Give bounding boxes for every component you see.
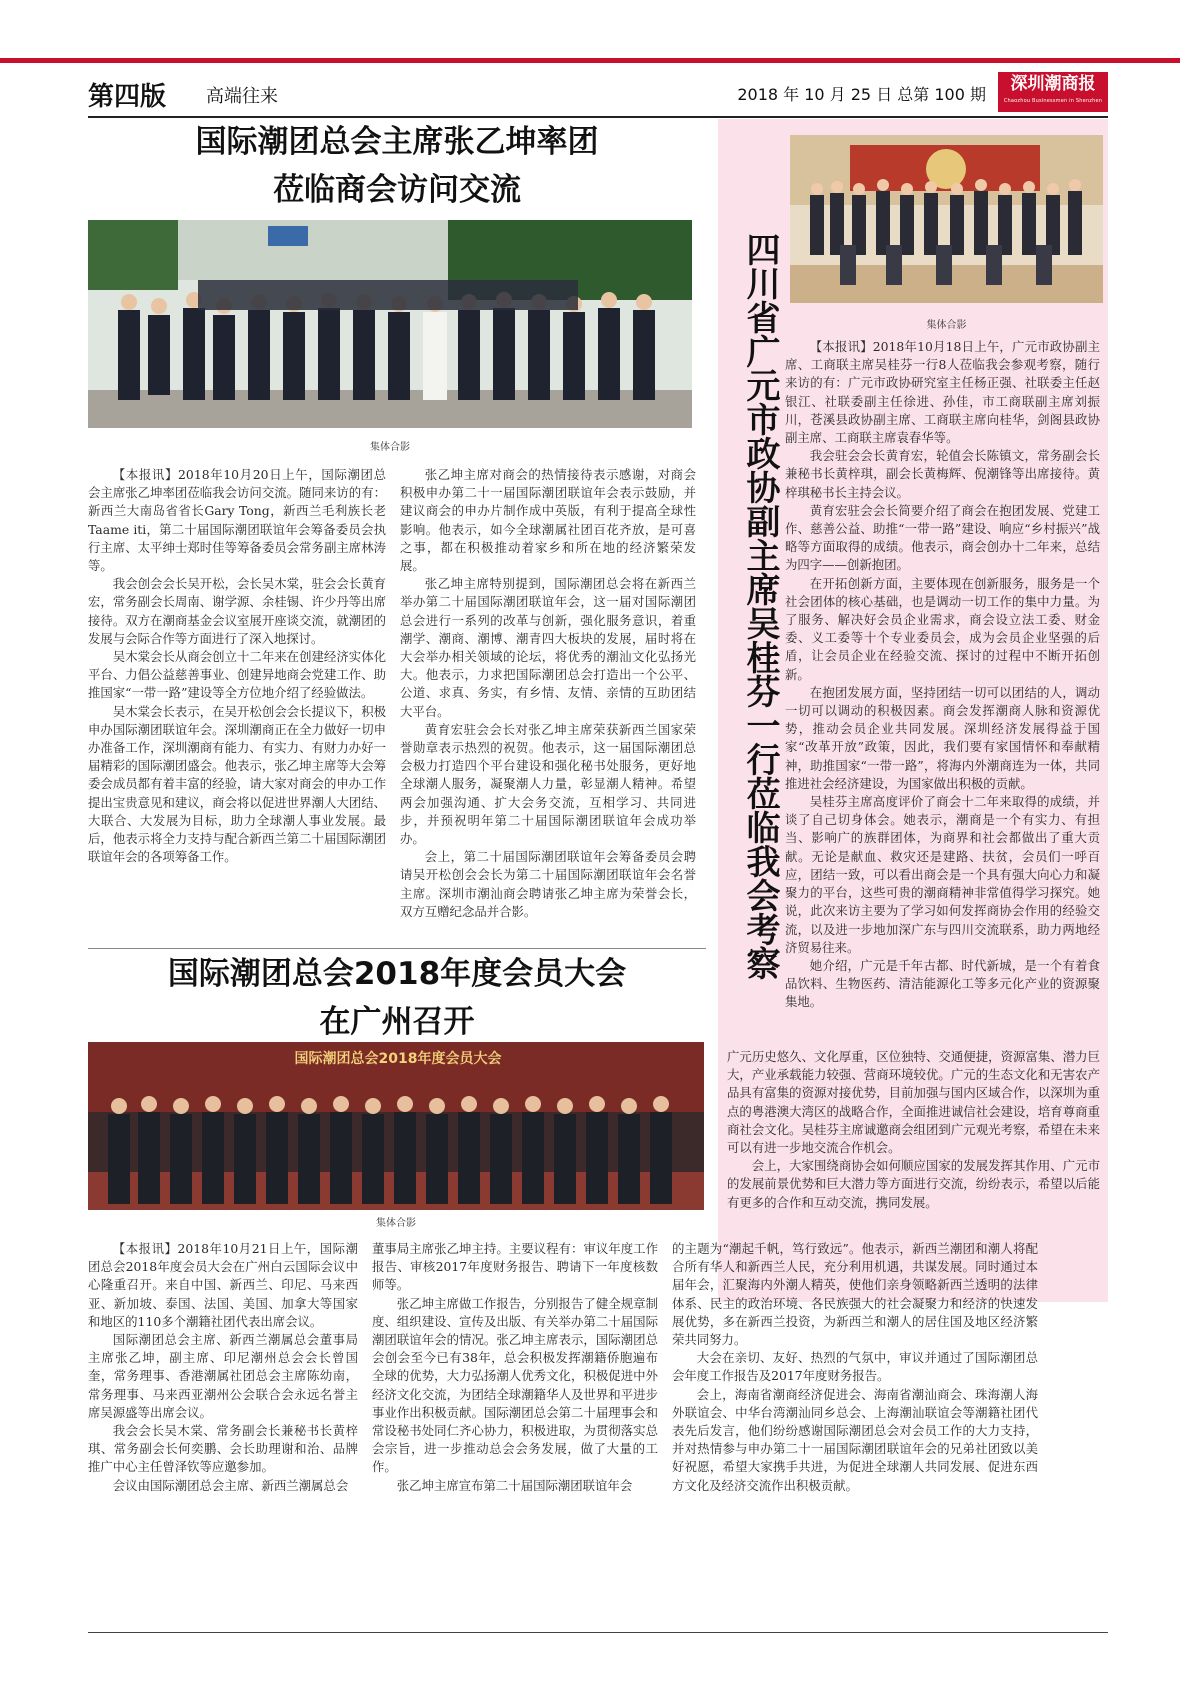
- article2-title-line1: 国际潮团总会2018年度会员大会: [167, 956, 627, 992]
- sidebar-paragraph: 吴桂芬主席高度评价了商会十二年来取得的成绩，并谈了自己切身体会。她表示，潮商是一个有实力、有担当、影响广的族群团体，为商界和社会都做出了重大贡献。无论是献血、救灾还是建路、扶贫，会员们一呼百应，团结一致，可以看出商会是一个具有强大向心力和凝聚力的平台，这些可贵的潮商精神非常值得学习探究。她说，此次来访主要为了学习如何发挥商协会作用的经验交流，以及进一步地加深广东与四川交流联系，助力两地经济贸易往来。: [785, 794, 1100, 955]
- article2-paragraph: 张乙坤主席宣布第二十届国际潮团联谊年会: [396, 1477, 633, 1493]
- article1-paragraph: 张乙坤主席对商会的热情接待表示感谢，对商会积极申办第二十一届国际潮团联谊年会表示鼓励，并建议商会的申办片制作成中英版，有利于提高全球性影响。他表示，如今全球潮属社团百花齐放，是可喜之事，都在积极推动着家乡和所在地的经济繁荣发展。: [400, 467, 696, 574]
- sidebar-group-photo: [790, 135, 1103, 303]
- article2-paragraph: 董事局主席张乙坤主持。主要议程有：审议年度工作报告、审核2017年度财务报告、聘请下一年度核数师等。: [372, 1241, 658, 1293]
- article1-paragraph: 我会创会会长吴开松，会长吴木棠，驻会会长黄育宏，常务副会长周南、谢学源、余桂锡、许少丹等出席接待。双方在潮商基金会议室展开座谈交流，就潮团的发展与会际合作等方面进行了深入地探讨。: [88, 576, 386, 646]
- article2-title-line2: 在广州召开: [319, 1004, 475, 1040]
- article1-column-2: [400, 466, 696, 921]
- article1-paragraph: 【本报讯】2018年10月20日上午，国际潮团总会主席张乙坤率团莅临我会访问交流。随同来访的有：新西兰大南岛省省长Gary Tong，新西兰毛利族长老Taame iti，第二十届国际潮团联谊年会筹备委员会执行主席、太平绅士郑时佳等筹备委员会常务副主席林涛等。: [88, 467, 386, 574]
- article1-column-1: [88, 466, 386, 866]
- page-header: [88, 72, 1108, 114]
- sidebar-paragraph: 我会驻会会长黄育宏，轮值会长陈镇文，常务副会长兼秘书长黄梓琪，副会长黄梅辉、倪潮锋等出席接待。黄梓琪秘书长主持会议。: [785, 448, 1100, 500]
- article2-column-1: [88, 1240, 358, 1495]
- article1-headline: [88, 118, 706, 214]
- article1-group-photo: [88, 220, 692, 428]
- top-red-rule: [0, 58, 1180, 63]
- article2-headline: [88, 950, 706, 1046]
- article2-paragraph: 会上，海南省潮商经济促进会、海南省潮汕商会、珠海潮人海外联谊会、中华台湾潮汕同乡总会、上海潮汕联谊会等潮籍社团代表先后发言，他们纷纷感谢国际潮团总会对会员工作的大力支持，并对热情参与申办第二十一届国际潮团联谊年会的兄弟社团致以美好祝愿，希望大家携手共进，为促进全球潮人共同发展、促进东西方文化及经济交流作出积极贡献。: [672, 1386, 1038, 1493]
- article2-photo-caption: 集体合影: [376, 1218, 416, 1229]
- masthead-logo: [998, 72, 1108, 112]
- logo-subtext: Chaozhou Businessmen in Shenzhen: [1003, 98, 1103, 104]
- sidebar-paragraph: 在开拓创新方面，主要体现在创新服务，服务是一个社会团体的核心基础，也是调动一切工作的集中力量。为了服务、解决好会员企业需求，商会设立法工委、财金委、义工委等十个专业委员会，成为会员企业坚强的后盾，让会员企业在经验交流、探讨的过程中不断开拓创新。: [785, 575, 1100, 682]
- sidebar-paragraph: 在抱团发展方面，坚持团结一切可以团结的人，调动一切可以调动的积极因素。商会发挥潮商人脉和资源优势，推动会员企业共同发展。深圳经济发展得益于国家“改革开放”政策，因此，我们要有家国情怀和奉献精神，助推国家“一带一路”，将海内外潮商连为一体，共同推进社会经济建设，为国家做出积极的贡献。: [785, 684, 1100, 791]
- article1-paragraph: 吴木棠会长从商会创立十二年来在创建经济实体化平台、力倡公益慈善事业、创建异地商会党建工作、助推国家“一带一路”建设等全方位地介绍了经验做法。: [88, 649, 386, 701]
- article2-paragraph: 张乙坤主席做工作报告，分别报告了健全规章制度、组织建设、宣传及出版、有关举办第二十届国际潮团联谊年会的情况。张乙坤主席表示，国际潮团总会创会至今已有38年，总会积极发挥潮籍侨胞遍布全球的优势，大力弘扬潮人优秀文化，积极促进中外经济文化交流，为团结全球潮籍华人及世界和平进步事业作出积极贡献。国际潮团总会第二十届理事会和常设秘书处同仁齐心协力，积极进取，为贯彻落实总会宗旨，进一步推动总会会务发展，做了大量的工作。: [372, 1295, 658, 1475]
- article1-paragraph: 黄育宏驻会会长对张乙坤主席荣获新西兰国家荣誉勋章表示热烈的祝贺。他表示，这一届国际潮团总会极力打造四个平台建设和强化秘书处服务，更好地全球潮人服务，凝聚潮人力量，彰显潮人精神。希望两会加强沟通、扩大会务交流，互相学习、共同进步，并预祝明年第二十届国际潮团联谊年会成功举办。: [400, 721, 696, 847]
- article2-paragraph: 我会会长吴木棠、常务副会长兼秘书长黄梓琪、常务副会长何奕鹏、会长助理谢和治、品牌推广中心主任曾泽钦等应邀参加。: [88, 1423, 358, 1475]
- article2-group-photo: [88, 1042, 704, 1210]
- sidebar-body-upper: [785, 338, 1100, 1012]
- article2-column-3: [672, 1240, 1038, 1495]
- article1-title-line2: 莅临商会访问交流: [273, 172, 521, 208]
- article1-photo-caption: 集体合影: [370, 442, 410, 453]
- article2-paragraph: 【本报讯】2018年10月21日上午，国际潮团总会2018年度会员大会在广州白云国际会议中心隆重召开。来自中国、新西兰、印尼、马来西亚、新加坡、泰国、法国、美国、加拿大等国家和地区的110多个潮籍社团代表出席会议。: [88, 1241, 358, 1329]
- article2-paragraph: 国际潮团总会主席、新西兰潮属总会董事局主席张乙坤，副主席、印尼潮州总会会长曾国奎，常务理事、香港潮属社团总会主席陈幼南，常务理事、马来西亚潮州公会联合会永远名誉主席吴源盛等出席会议。: [88, 1332, 358, 1420]
- sidebar-body-lower: [727, 1048, 1100, 1212]
- article-separator: [88, 948, 706, 949]
- article2-paragraph: 大会在亲切、友好、热烈的气氛中，审议并通过了国际潮团总会年度工作报告及2017年度财务报告。: [672, 1350, 1038, 1384]
- article2-paragraph: 会议由国际潮团总会主席、新西兰潮属总会: [112, 1477, 349, 1493]
- sidebar-headline: 四川省广元市政协副主席吴桂芬一行莅临我会考察: [740, 232, 780, 980]
- issue-dateline: 2018 年 10 月 25 日 总第 100 期: [737, 85, 986, 104]
- footer-rule: [88, 1632, 1108, 1633]
- article2-column-2: [372, 1240, 658, 1495]
- sidebar-paragraph: 黄育宏驻会会长简要介绍了商会在抱团发展、党建工作、慈善公益、助推“一带一路”建设、响应“乡村振兴”战略等方面取得的成绩。他表示，商会创办十二年来，总结为四字——创新抱团。: [785, 502, 1100, 573]
- sidebar-paragraph: 她介绍，广元是千年古都、时代新城，是一个有着食品饮料、生物医药、清洁能源化工等多元化产业的资源聚集地。: [785, 957, 1100, 1010]
- sidebar-photo-caption: 集体合影: [926, 320, 967, 331]
- article1-title-line1: 国际潮团总会主席张乙坤率团: [195, 124, 599, 160]
- sidebar-paragraph: 广元历史悠久、文化厚重，区位独特、交通便捷，资源富集、潜力巨大，产业承载能力较强、营商环境较优。广元的生态文化和无害农产品具有富集的资源对接优势，目前加强与国内区域合作，以深圳为重点的粤港澳大湾区的战略合作，全面推进诚信社会建设，培育尊商重商社会文化。吴桂芬主席诚邀商会组团到广元观光考察，希望在未来可以有进一步地交流合作机会。: [727, 1049, 1100, 1156]
- section-label: 高端往来: [206, 86, 278, 107]
- article1-paragraph: 吴木棠会长表示，在吴开松创会会长提议下，积极申办国际潮团联谊年会。深圳潮商正在全力做好一切申办准备工作，深圳潮商有能力、有实力、有财力办好一届精彩的国际潮团盛会。他表示，张乙坤主席等大会筹委会成员都有着丰富的经验，请大家对商会的申办工作提出宝贵意见和建议，商会将以促进世界潮人大团结、大联合、大发展为目标，助力全球潮人事业发展。最后，他表示将全力支持与配合新西兰第二十届国际潮团联谊年会的各项筹备工作。: [88, 703, 386, 865]
- article1-paragraph: 张乙坤主席特别提到，国际潮团总会将在新西兰举办第二十届国际潮团联谊年会，这一届对国际潮团总会进行一系列的改革与创新，强化服务意识，着重潮学、潮商、潮博、潮青四大板块的发展，届时将在大会举办相关领域的论坛，将优秀的潮汕文化弘扬光大。他表示，力求把国际潮团总会打造出一个公平、公道、求真、务实，有乡情、友情、亲情的互助团结大平台。: [400, 576, 696, 719]
- sidebar-paragraph: 会上，大家围绕商协会如何顺应国家的发展发挥其作用、广元市的发展前景优势和巨大潜力等方面进行交流，纷纷表示，希望以后能有更多的合作和互动交流，携同发展。: [727, 1158, 1100, 1210]
- edition-label: 第四版: [88, 82, 167, 112]
- article1-paragraph: 会上，第二十届国际潮团联谊年会筹备委员会聘请吴开松创会会长为第二十届国际潮团联谊年会名誉主席。深圳市潮汕商会聘请张乙坤主席为荣誉会长，双方互赠纪念品并合影。: [400, 849, 696, 919]
- conference-banner-text: 国际潮团总会2018年度会员大会: [294, 1051, 502, 1067]
- sidebar-paragraph: 【本报讯】2018年10月18日上午，广元市政协副主席、工商联主席吴桂芬一行8人莅临我会参观考察，随行来访的有：广元市政协研究室主任杨正强、社联委主任赵银江、社联委副主任徐进、孙佳，市工商联副主席刘振川，苍溪县政协副主席、工商联主席向桂华，剑阁县政协副主席、工商联主席袁春华等。: [785, 339, 1100, 446]
- logo-text: 深圳潮商报: [1010, 74, 1096, 94]
- article2-paragraph: 的主题为“潮起千帆，笃行致远”。他表示，新西兰潮团和潮人将配合所有华人和新西兰人民，充分利用机遇，共谋发展。同时通过本届年会，汇聚海内外潮人精英，使他们亲身领略新西兰透明的法律体系、民主的政治环境、各民族强大的社会凝聚力和经济的快速发展优势，多在新西兰投资，为新西兰和潮人的居住国及地区经济繁荣共同努力。: [672, 1241, 1038, 1348]
